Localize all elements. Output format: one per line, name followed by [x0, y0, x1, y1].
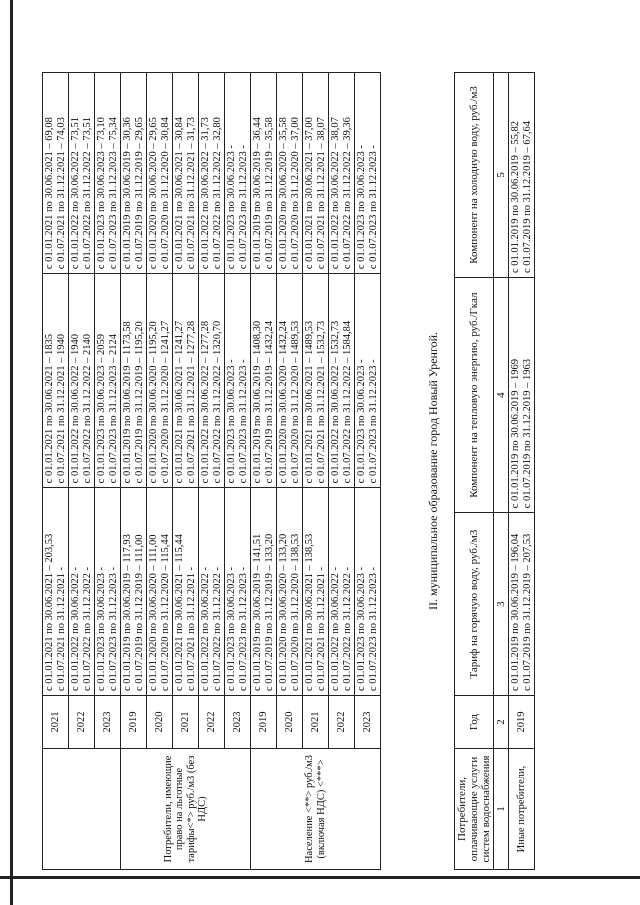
period-line: с 01.07.2019 по 31.12.2019 – 1195,20 [133, 321, 145, 484]
period-line: с 01.01.2021 по 30.06.2021 – 69,08 [44, 117, 55, 270]
heat-component-cell [199, 274, 225, 488]
period-line: с 01.01.2019 по 30.06.2019 – 1173,58 [122, 321, 133, 484]
header-hot-water-tariff: Тариф на горячую воду, руб./м3 [455, 513, 494, 696]
period-line: с 01.07.2019 по 31.12.2019 – 29,65 [133, 117, 145, 270]
period-line: с 01.01.2022 по 30.06.2022 - [200, 566, 211, 691]
cold-water-component-cell [329, 73, 355, 274]
table-row [121, 73, 147, 870]
period-line: с 01.01.2022 по 30.06.2022 – 1940 [70, 333, 81, 484]
period-line: с 01.07.2019 по 31.12.2019 – 133,20 [263, 533, 275, 691]
period-line: с 01.01.2023 по 30.06.2023 – 2059 [96, 333, 107, 484]
period-line: с 01.07.2019 по 31.12.2019 – 1963 [521, 358, 533, 509]
period-line: с 01.01.2022 по 30.06.2022 - [330, 566, 341, 691]
heat-component-cell [251, 274, 277, 488]
period-line: с 01.01.2020 по 30.06.2020 – 111,00 [148, 534, 159, 691]
year-cell: 2023 [225, 696, 251, 749]
period-line: с 01.07.2021 по 31.12.2021 – 31,73 [185, 117, 197, 270]
col-number-2: 2 [494, 696, 509, 749]
period-line: с 01.07.2021 по 31.12.2021 – 1532,73 [315, 320, 327, 484]
heat-component-cell [121, 274, 147, 488]
period-line: с 01.07.2022 по 31.12.2022 – 39,36 [341, 117, 353, 270]
hot-water-tariff-cell [199, 488, 225, 696]
period-line: с 01.01.2022 по 30.06.2022 – 38,07 [330, 117, 341, 270]
period-line: с 01.01.2019 по 30.06.2019 – 30,36 [122, 117, 133, 270]
header-year: Год [455, 696, 494, 749]
column-number-row [494, 73, 509, 870]
period-line: с 01.01.2022 по 30.06.2022 – 31,73 [200, 117, 211, 270]
year-cell: 2021 [43, 696, 69, 749]
consumer-category: Население <**> руб./м3 (включая НДС) <***> [251, 749, 381, 870]
period-line: с 01.07.2019 по 31.12.2019 – 111,00 [133, 534, 145, 691]
period-line: с 01.07.2021 по 31.12.2021 – 74,03 [55, 117, 67, 270]
period-line: с 01.07.2019 по 31.12.2019 – 1432,24 [263, 320, 275, 484]
cold-water-component-cell [121, 73, 147, 274]
tariff-table-novy-urengoy [454, 72, 535, 870]
heat-component-cell [173, 274, 199, 488]
heat-component-cell [329, 274, 355, 488]
hot-water-tariff-cell [509, 513, 535, 696]
period-line: с 01.01.2019 по 30.06.2019 – 1408,30 [252, 320, 263, 484]
year-cell: 2020 [277, 696, 303, 749]
period-line: с 01.01.2023 по 30.06.2023 - [356, 145, 367, 270]
period-line: с 01.07.2023 по 31.12.2023 - [107, 566, 119, 691]
heat-component-cell [43, 274, 69, 488]
period-line: с 01.07.2021 по 31.12.2021 - [185, 566, 197, 691]
year-cell: 2023 [95, 696, 121, 749]
hot-water-tariff-cell [95, 488, 121, 696]
period-line: с 01.07.2020 по 31.12.2020 – 30,84 [159, 117, 171, 270]
col-number-4: 4 [494, 278, 509, 513]
period-line: с 01.01.2021 по 30.06.2021 – 1835 [44, 333, 55, 484]
hot-water-tariff-cell [277, 488, 303, 696]
period-line: с 01.01.2023 по 30.06.2023 - [356, 566, 367, 691]
year-cell: 2022 [329, 696, 355, 749]
table-row [509, 73, 535, 870]
year-cell: 2022 [69, 696, 95, 749]
col-number-3: 3 [494, 513, 509, 696]
header-heat-component: Компонент на тепловую энергию, руб./Гкал [455, 278, 494, 513]
period-line: с 01.07.2020 по 31.12.2020 – 138,53 [289, 533, 301, 691]
hot-water-tariff-cell [225, 488, 251, 696]
period-line: с 01.07.2022 по 31.12.2022 - [341, 566, 353, 691]
consumer-category [43, 749, 121, 870]
cold-water-component-cell [355, 73, 381, 274]
heat-component-cell [95, 274, 121, 488]
year-cell: 2021 [303, 696, 329, 749]
period-line: с 01.01.2021 по 30.06.2021 – 1489,53 [304, 320, 315, 484]
year-cell: 2019 [121, 696, 147, 749]
year-cell: 2020 [147, 696, 173, 749]
consumer-category: Иные потребители, [509, 749, 535, 870]
period-line: с 01.01.2023 по 30.06.2023 - [356, 359, 367, 484]
cold-water-component-cell [277, 73, 303, 274]
hot-water-tariff-cell [43, 488, 69, 696]
heat-component-cell [277, 274, 303, 488]
cold-water-component-cell [147, 73, 173, 274]
period-line: с 01.01.2023 по 30.06.2023 - [226, 145, 237, 270]
table-header-row [455, 73, 494, 870]
period-line: с 01.07.2020 по 31.12.2020 – 1241,27 [159, 320, 171, 484]
period-line: с 01.01.2021 по 30.06.2021 – 138,53 [304, 533, 315, 691]
period-line: с 01.01.2022 по 30.06.2022 – 1532,73 [330, 320, 341, 484]
period-line: с 01.01.2019 по 30.06.2019 – 117,93 [122, 534, 133, 691]
period-line: с 01.07.2022 по 31.12.2022 - [211, 566, 223, 691]
period-line: с 01.01.2021 по 30.06.2021 – 115,44 [174, 534, 185, 691]
period-line: с 01.07.2021 по 31.12.2021 - [315, 566, 327, 691]
period-line: с 01.01.2023 по 30.06.2023 - [96, 566, 107, 691]
period-line: с 01.01.2019 по 30.06.2019 – 36,44 [252, 117, 263, 270]
period-line: с 01.01.2021 по 30.06.2021 – 30,84 [174, 117, 185, 270]
period-line: с 01.07.2023 по 31.12.2023 - [367, 359, 379, 484]
year-cell: 2023 [355, 696, 381, 749]
period-line: с 01.01.2020 по 30.06.2020 – 29,65 [148, 117, 159, 270]
cold-water-component-cell [199, 73, 225, 274]
cold-water-component-cell [509, 73, 535, 278]
period-line: с 01.01.2021 по 30.06.2021 – 1241,27 [174, 320, 185, 484]
period-line: с 01.07.2022 по 31.12.2022 – 1320,70 [211, 320, 223, 484]
scan-edge-left [10, 0, 13, 905]
heat-component-cell [303, 274, 329, 488]
period-line: с 01.01.2020 по 30.06.2020 – 1195,20 [148, 321, 159, 484]
period-line: с 01.01.2020 по 30.06.2020 – 35,58 [278, 117, 289, 270]
period-line: с 01.07.2022 по 31.12.2022 – 1584,84 [341, 320, 353, 484]
heat-component-cell [225, 274, 251, 488]
period-line: с 01.07.2021 по 31.12.2021 – 1277,28 [185, 320, 197, 484]
year-cell: 2019 [251, 696, 277, 749]
period-line: с 01.01.2021 по 30.06.2021 – 203,53 [44, 533, 55, 691]
year-cell: 2022 [199, 696, 225, 749]
year-cell: 2019 [509, 696, 535, 749]
period-line: с 01.07.2021 по 31.12.2021 – 38,07 [315, 117, 327, 270]
period-line: с 01.01.2022 по 30.06.2022 – 1277,28 [200, 320, 211, 484]
period-line: с 01.07.2022 по 31.12.2022 - [81, 566, 93, 691]
tariff-table-continuation [42, 72, 381, 870]
table-row [43, 73, 69, 870]
period-line: с 01.01.2020 по 30.06.2020 – 133,20 [278, 533, 289, 691]
period-line: с 01.01.2021 по 30.06.2021 – 37,00 [304, 117, 315, 270]
year-cell: 2021 [173, 696, 199, 749]
period-line: с 01.07.2019 по 31.12.2019 – 67,64 [521, 120, 533, 273]
period-line: с 01.07.2020 по 31.12.2020 – 37,00 [289, 117, 301, 270]
hot-water-tariff-cell [69, 488, 95, 696]
period-line: с 01.07.2023 по 31.12.2023 - [237, 566, 249, 691]
heat-component-cell [509, 278, 535, 513]
period-line: с 01.01.2019 по 30.06.2019 – 196,04 [510, 533, 521, 691]
cold-water-component-cell [69, 73, 95, 274]
period-line: с 01.01.2019 по 30.06.2019 – 1969 [510, 358, 521, 509]
header-consumers: Потребители, оплачивающие услуги систем водоснабжения [455, 749, 494, 870]
period-line: с 01.07.2023 по 31.12.2023 - [367, 145, 379, 270]
hot-water-tariff-cell [355, 488, 381, 696]
period-line: с 01.01.2019 по 30.06.2019 – 141,51 [252, 533, 263, 691]
hot-water-tariff-cell [173, 488, 199, 696]
col-number-5: 5 [494, 73, 509, 278]
period-line: с 01.07.2020 по 31.12.2020 – 1489,53 [289, 320, 301, 484]
hot-water-tariff-cell [121, 488, 147, 696]
period-line: с 01.07.2023 по 31.12.2023 - [237, 145, 249, 270]
heat-component-cell [69, 274, 95, 488]
cold-water-component-cell [43, 73, 69, 274]
consumer-category: Потребители, имеющие право на льготные тарифы<*> руб./м3 (без НДС) [121, 749, 251, 870]
period-line: с 01.07.2023 по 31.12.2023 – 75,34 [107, 117, 119, 270]
cold-water-component-cell [251, 73, 277, 274]
period-line: с 01.07.2022 по 31.12.2022 – 32,80 [211, 117, 223, 270]
heat-component-cell [147, 274, 173, 488]
hot-water-tariff-cell [329, 488, 355, 696]
period-line: с 01.07.2020 по 31.12.2020 – 115,44 [159, 534, 171, 691]
document-page [42, 40, 622, 870]
rotated-content [42, 40, 622, 870]
hot-water-tariff-cell [303, 488, 329, 696]
hot-water-tariff-cell [251, 488, 277, 696]
period-line: с 01.01.2023 по 30.06.2023 - [226, 566, 237, 691]
period-line: с 01.07.2022 по 31.12.2022 – 73,51 [81, 117, 93, 270]
period-line: с 01.07.2019 по 31.12.2019 – 35,58 [263, 117, 275, 270]
period-line: с 01.01.2019 по 30.06.2019 – 55,82 [510, 120, 521, 273]
period-line: с 01.07.2019 по 31.12.2019 – 207,53 [521, 533, 533, 691]
col-number-1: 1 [494, 749, 509, 870]
period-line: с 01.01.2023 по 30.06.2023 - [226, 359, 237, 484]
cold-water-component-cell [173, 73, 199, 274]
period-line: с 01.07.2021 по 31.12.2021 – 1940 [55, 333, 67, 484]
cold-water-component-cell [95, 73, 121, 274]
period-line: с 01.07.2022 по 31.12.2022 – 2140 [81, 333, 93, 484]
table-row [251, 73, 277, 870]
period-line: с 01.01.2020 по 30.06.2020 – 1432,24 [278, 320, 289, 484]
cold-water-component-cell [225, 73, 251, 274]
period-line: с 01.01.2022 по 30.06.2022 - [70, 566, 81, 691]
heat-component-cell [355, 274, 381, 488]
section-2-title: II. муниципальное образование город Новый Уренгой. [426, 331, 440, 611]
period-line: с 01.07.2021 по 31.12.2021 - [55, 566, 67, 691]
header-cold-water-component: Компонент на холодную воду, руб./м3 [455, 73, 494, 278]
period-line: с 01.07.2023 по 31.12.2023 - [237, 359, 249, 484]
period-line: с 01.01.2022 по 30.06.2022 – 73,51 [70, 117, 81, 270]
cold-water-component-cell [303, 73, 329, 274]
hot-water-tariff-cell [147, 488, 173, 696]
period-line: с 01.01.2023 по 30.06.2023 – 73,10 [96, 117, 107, 270]
period-line: с 01.07.2023 по 31.12.2023 - [367, 566, 379, 691]
period-line: с 01.07.2023 по 31.12.2023 – 2124 [107, 333, 119, 484]
scan-edge-bottom [0, 876, 640, 879]
